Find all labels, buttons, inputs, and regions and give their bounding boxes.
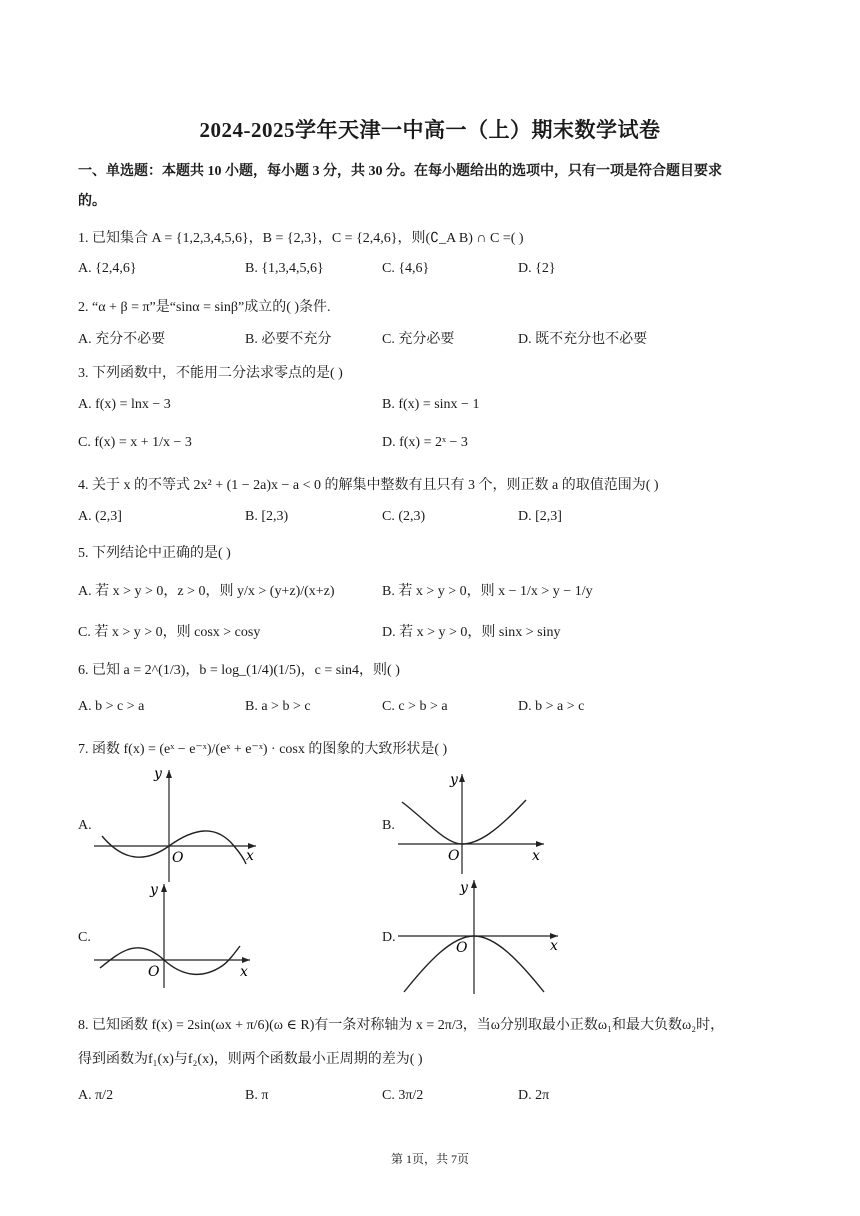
graph-c-x-label: x [240,964,248,980]
graph-c-origin-label: O [148,964,160,980]
question-5-option-d: D. 若 x > y > 0，则 sinx > siny [382,625,561,640]
question-6-option-a: A. b > c > a [78,699,145,714]
graph-a [94,764,264,884]
question-2-option-d: D. 既不充分也不必要 [518,332,648,347]
question-3-option-a: A. f(x) = lnx − 3 [78,397,171,412]
question-5-option-a: A. 若 x > y > 0，z > 0，则 y/x > (y+z)/(x+z) [78,584,335,599]
question-4-option-a: A. (2,3] [78,509,122,524]
question-4-option-d: D. [2,3] [518,509,562,524]
question-3-option-b: B. f(x) = sinx − 1 [382,397,480,412]
question-3-option-d: D. f(x) = 2ˣ − 3 [382,435,468,450]
question-6-option-d: D. b > a > c [518,699,585,714]
graph-d-origin-label: O [456,940,468,956]
section-heading-line1: 一、单选题：本题共 10 小题，每小题 3 分，共 30 分。在每小题给出的选项中，只有一项是符合题目要求 [78,164,722,179]
question-1-stem: 1. 已知集合 A = {1,2,3,4,5,6}，B = {2,3}，C = {2,4,6}，则(∁_A B) ∩ C =( ) [78,231,524,246]
question-8-stem-line2: 得到函数为f₁(x)与f₂(x)，则两个函数最小正周期的差为( ) [78,1052,423,1067]
question-3-stem: 3. 下列函数中，不能用二分法求零点的是( ) [78,366,343,381]
graph-d-y-label: y [460,880,468,896]
question-7-option-b: B. [382,818,395,833]
question-5-stem: 5. 下列结论中正确的是( ) [78,546,231,561]
graph-c [94,880,264,990]
question-2-option-a: A. 充分不必要 [78,332,166,347]
page-footer: 第 1页，共 7页 [390,1152,469,1166]
exam-title: 2024-2025学年天津一中高一（上）期末数学试卷 [199,118,661,142]
question-7-stem: 7. 函数 f(x) = (eˣ − e⁻ˣ)/(eˣ + e⁻ˣ) · cosx 的图象的大致形状是( ) [78,742,448,757]
question-8-option-a: A. π/2 [78,1088,114,1103]
question-4-option-b: B. [2,3) [245,509,289,524]
graph-a-y-label: y [154,766,162,782]
question-3-option-c: C. f(x) = x + 1/x − 3 [78,435,192,450]
question-5-option-b: B. 若 x > y > 0，则 x − 1/x > y − 1/y [382,584,593,599]
question-4-option-c: C. (2,3) [382,509,426,524]
question-6-stem: 6. 已知 a = 2^(1/3)，b = log_(1/4)(1/5)，c = sin4，则( ) [78,663,400,678]
graph-c-y-label: y [150,882,158,898]
question-2-option-c: C. 充分必要 [382,332,455,347]
graph-b-x-label: x [532,848,540,864]
graph-b [398,770,558,880]
question-7-option-c: C. [78,930,91,945]
question-6-option-b: B. a > b > c [245,699,311,714]
question-7-option-a: A. [78,818,92,833]
question-2-option-b: B. 必要不充分 [245,332,332,347]
question-1-option-c: C. {4,6} [382,261,430,276]
graph-a-origin-label: O [172,850,184,866]
question-1-option-d: D. {2} [518,261,556,276]
question-5-option-c: C. 若 x > y > 0，则 cosx > cosy [78,625,261,640]
question-6-option-c: C. c > b > a [382,699,448,714]
question-4-stem: 4. 关于 x 的不等式 2x² + (1 − 2a)x − a < 0 的解集中整数有且只有 3 个，则正数 a 的取值范围为( ) [78,478,659,493]
question-7-option-d: D. [382,930,396,945]
question-8-option-c: C. 3π/2 [382,1088,424,1103]
question-2-stem: 2. “α + β = π”是“sinα = sinβ”成立的( )条件. [78,300,331,315]
graph-d [398,876,568,996]
question-8-stem-line1: 8. 已知函数 f(x) = 2sin(ωx + π/6)(ω ∈ R)有一条对称轴为 x = 2π/3，当ω分别取最小正数ω₁和最大负数ω₂时， [78,1018,725,1033]
question-1-option-a: A. {2,4,6} [78,261,137,276]
question-1-option-b: B. {1,3,4,5,6} [245,261,324,276]
graph-d-x-label: x [550,938,558,954]
graph-b-y-label: y [450,772,458,788]
graph-b-origin-label: O [448,848,460,864]
question-8-option-b: B. π [245,1088,269,1103]
graph-a-x-label: x [246,848,254,864]
question-8-option-d: D. 2π [518,1088,550,1103]
section-heading-line2: 的。 [78,194,106,209]
